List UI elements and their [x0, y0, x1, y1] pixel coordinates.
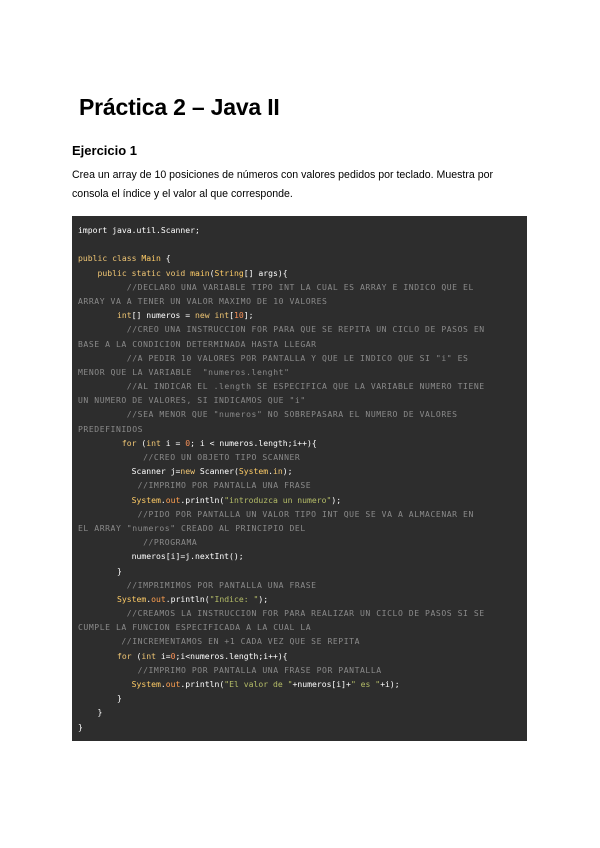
- code-token: //PIDO POR PANTALLA UN VALOR TIPO INT QUE SE VA A ALMACENAR EN: [78, 508, 474, 519]
- code-line: [78, 251, 521, 265]
- code-line: [78, 308, 521, 322]
- code-token: public static void: [97, 267, 191, 278]
- code-token: int: [141, 650, 161, 661]
- code-line: [78, 407, 521, 421]
- code-line: [78, 322, 521, 336]
- code-token: Scanner(: [199, 466, 239, 477]
- code-token: .: [160, 679, 166, 689]
- code-line: [78, 266, 521, 280]
- code-token: (: [136, 650, 142, 661]
- code-token: System: [238, 466, 269, 477]
- code-token: (: [209, 267, 215, 278]
- code-line: [78, 677, 521, 691]
- code-line: [78, 535, 521, 549]
- code-line: [78, 450, 521, 464]
- code-line: [78, 663, 521, 677]
- code-token: .println(: [180, 494, 225, 505]
- code-token: i=: [160, 650, 171, 661]
- code-token: BASE A LA CONDICION DETERMINADA HASTA LLEGAR: [78, 338, 317, 349]
- code-token: 10: [233, 310, 244, 321]
- code-token: .: [146, 593, 152, 604]
- code-line: [78, 478, 521, 492]
- code-line: [78, 365, 521, 379]
- code-token: 0: [170, 650, 176, 661]
- code-line: [78, 620, 521, 634]
- code-token: +i);: [380, 679, 400, 689]
- code-token: //IMPRIMO POR PANTALLA UNA FRASE: [78, 480, 312, 491]
- code-token: );: [331, 494, 342, 505]
- code-token: //CREO UNA INSTRUCCION FOR PARA QUE SE REPITA UN CICLO DE PASOS EN: [78, 324, 485, 335]
- code-token: PREDEFINIDOS: [78, 423, 144, 434]
- code-token: out: [151, 593, 166, 604]
- code-token: (: [141, 437, 147, 448]
- code-token: int: [116, 310, 132, 321]
- code-token: [78, 651, 117, 661]
- code-token: .: [268, 466, 273, 477]
- code-block: [72, 216, 527, 741]
- code-token: "El valor de ": [224, 679, 293, 689]
- code-token: for: [121, 437, 142, 448]
- code-token: //PROGRAMA: [78, 537, 198, 548]
- code-line: [78, 422, 521, 436]
- code-token: //DECLARO UNA VARIABLE TIPO INT LA CUAL ES ARRAY E INDICO QUE EL: [78, 281, 474, 292]
- code-token: [: [229, 310, 234, 321]
- code-token: //CREAMOS LA INSTRUCCION FOR PARA REALIZAR UN CICLO DE PASOS SI SE: [78, 608, 485, 619]
- code-token: //CREO UN OBJETO TIPO SCANNER: [78, 452, 301, 462]
- code-token: "Indice: ": [209, 593, 259, 604]
- code-token: [78, 438, 122, 448]
- code-token: .: [160, 494, 166, 505]
- code-token: int: [146, 437, 166, 448]
- code-line: [78, 351, 521, 365]
- code-token: //IMPRIMO POR PANTALLA UNA FRASE POR PANTALLA: [78, 664, 382, 675]
- code-token: i =: [165, 437, 186, 448]
- code-token: }: [78, 721, 83, 732]
- code-token: Scanner j=: [78, 466, 181, 477]
- code-token: //IMPRIMIMOS POR PANTALLA UNA FRASE: [78, 579, 317, 590]
- code-token: " es ": [350, 679, 381, 689]
- code-line: [78, 294, 521, 308]
- code-line: [78, 379, 521, 393]
- code-token: Main: [141, 253, 161, 264]
- code-line: [78, 393, 521, 407]
- code-token: [78, 268, 98, 278]
- code-token: //A PEDIR 10 VALORES POR PANTALLA Y QUE LE INDICO QUE SI "i" ES: [78, 352, 469, 363]
- code-token: .println(: [180, 679, 225, 689]
- code-line: [78, 634, 521, 648]
- code-token: in: [272, 466, 283, 477]
- code-line: [78, 691, 521, 705]
- code-token: "introduzca un numero": [224, 494, 332, 505]
- code-line: [78, 237, 521, 251]
- code-token: [] numeros =: [131, 310, 195, 321]
- code-token: public class: [78, 253, 142, 264]
- code-token: new int: [194, 310, 230, 321]
- code-token: [78, 594, 117, 604]
- code-token: //AL INDICAR EL .length SE ESPECIFICA QUE LA VARIABLE NUMERO TIENE: [78, 381, 485, 392]
- exercise-heading: Ejercicio 1: [72, 143, 138, 158]
- code-line: [78, 507, 521, 521]
- code-line: [78, 280, 521, 294]
- code-token: );: [282, 466, 293, 477]
- code-token: new: [180, 466, 200, 477]
- code-token: out: [165, 494, 181, 505]
- code-token: numeros[i]=j.nextInt();: [78, 551, 244, 562]
- code-token: [78, 310, 117, 320]
- code-line: [78, 464, 521, 478]
- code-token: main: [190, 267, 210, 278]
- code-token: import java.util.Scanner;: [78, 225, 200, 235]
- code-token: [78, 495, 132, 505]
- code-token: ;i<numeros.length;i++){: [175, 650, 288, 661]
- code-line: [78, 564, 521, 578]
- code-token: out: [165, 679, 181, 689]
- code-line: [78, 720, 521, 734]
- code-token: CUMPLE LA FUNCION ESPECIFICADA A LA CUAL LA: [78, 622, 312, 633]
- code-token: System: [116, 593, 147, 604]
- code-token: [] args){: [243, 267, 288, 278]
- code-token: {: [160, 253, 171, 264]
- code-line: [78, 223, 521, 237]
- code-token: }: [78, 707, 103, 718]
- code-token: ; i < numeros.length;i++){: [190, 437, 317, 448]
- code-token: [78, 679, 132, 689]
- code-token: //SEA MENOR QUE "numeros" NO SOBREPASARA EL NUMERO DE VALORES: [78, 409, 458, 420]
- code-token: System: [131, 679, 161, 689]
- code-token: +numeros[i]+: [292, 679, 351, 689]
- code-line: [78, 521, 521, 535]
- code-line: [78, 578, 521, 592]
- code-token: MENOR QUE LA VARIABLE "numeros.lenght": [78, 366, 290, 377]
- document-title: Práctica 2 – Java II: [79, 94, 280, 120]
- code-token: for: [116, 650, 137, 661]
- code-token: }: [78, 693, 122, 704]
- code-token: String: [214, 267, 244, 278]
- code-line: [78, 436, 521, 450]
- code-token: }: [78, 565, 122, 576]
- code-line: [78, 705, 521, 719]
- code-line: [78, 549, 521, 563]
- exercise-description: Crea un array de 10 posiciones de números con valores pedidos por teclado. Muestra por consola el índice y el valor al que corresponde.: [72, 169, 494, 200]
- code-token: EL ARRAY "numeros" CREADO AL PRINCIPIO DEL: [78, 522, 306, 533]
- code-line: [78, 649, 521, 663]
- code-line: [78, 493, 521, 507]
- code-token: UN NUMERO DE VALORES, SI INDICAMOS QUE "i": [78, 395, 306, 406]
- code-line: [78, 592, 521, 606]
- code-token: System: [131, 494, 161, 505]
- code-token: );: [258, 593, 269, 604]
- code-line: [78, 337, 521, 351]
- code-token: //INCREMENTAMOS EN +1 CADA VEZ QUE SE REPITA: [78, 636, 360, 647]
- code-token: 0: [185, 437, 191, 448]
- code-token: ];: [243, 310, 254, 321]
- code-token: ARRAY VA A TENER UN VALOR MAXIMO DE 10 VALORES: [78, 295, 328, 306]
- code-line: [78, 606, 521, 620]
- code-token: .println(: [165, 593, 210, 604]
